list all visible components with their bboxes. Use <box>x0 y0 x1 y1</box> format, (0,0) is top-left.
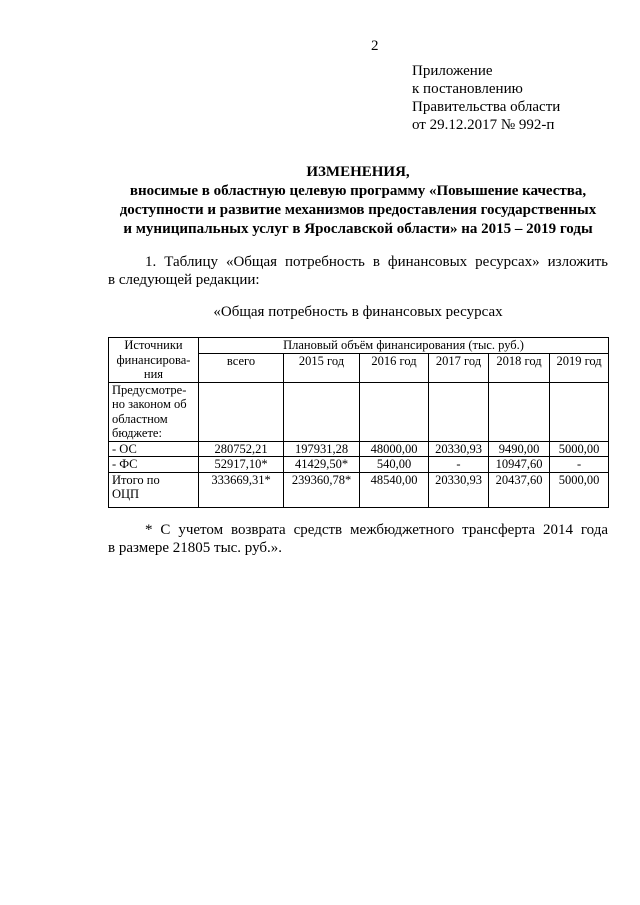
table-caption: «Общая потребность в финансовых ресурсах <box>213 304 503 320</box>
body-paragraph <box>108 253 608 289</box>
section-line: бюджете: <box>112 426 162 440</box>
table-col-header: 2018 год <box>489 353 550 382</box>
table-cell: 197931,28 <box>284 441 360 457</box>
table-col-header: всего <box>199 353 284 382</box>
table-cell: - <box>550 457 609 473</box>
table-row <box>109 457 609 473</box>
table-section-row <box>109 382 609 441</box>
row-label-line: - ФС <box>112 457 138 471</box>
table-cell: 41429,50* <box>284 457 360 473</box>
table-header-source <box>109 338 199 383</box>
table-cell: 280752,21 <box>199 441 284 457</box>
document-subtitle-line: и муниципальных услуг в Ярославской области» на 2015 – 2019 годы <box>123 221 593 237</box>
footnote-line: в размере 21805 тыс. руб.». <box>108 540 283 556</box>
table-cell: 333669,31* <box>199 472 284 507</box>
table-col-header: 2015 год <box>284 353 360 382</box>
footnote <box>108 521 608 557</box>
header-line: финансирова- <box>116 352 191 367</box>
document-subtitle-line: доступности и развитие механизмов предоставления государственных <box>119 202 597 218</box>
table-cell: 52917,10* <box>199 457 284 473</box>
row-label-line: Итого по <box>112 472 160 487</box>
row-label-line: - ОС <box>112 441 137 456</box>
table-header-plan: Плановый объём финансирования (тыс. руб.) <box>199 338 609 354</box>
table-cell-empty <box>429 382 489 441</box>
table-row-label <box>109 457 199 473</box>
appendix-line: Правительства области <box>412 99 561 115</box>
table-cell-empty <box>199 382 284 441</box>
section-line: Предусмотре- <box>112 382 187 397</box>
table-cell-empty <box>550 382 609 441</box>
header-line: Источники <box>124 338 183 352</box>
section-line: областном <box>112 411 168 426</box>
table-section-label <box>109 382 199 441</box>
table-row <box>109 441 609 457</box>
row-label-line: ОЦП <box>112 487 140 501</box>
section-line: но законом об <box>112 397 187 411</box>
appendix-line: от 29.12.2017 № 992-п <box>412 117 555 133</box>
table-cell: 20437,60 <box>489 472 550 507</box>
table-cell: 5000,00 <box>550 441 609 457</box>
appendix-line: к постановлению <box>412 81 523 97</box>
table-cell: 48000,00 <box>360 441 429 457</box>
table-cell: 540,00 <box>360 457 429 473</box>
page-number: 2 <box>371 38 379 54</box>
table-cell-empty <box>489 382 550 441</box>
paragraph-line: 1. Таблицу «Общая потребность в финансовых ресурсах» изложить <box>145 254 608 270</box>
table-row-label <box>109 472 199 507</box>
table-row-label <box>109 441 199 457</box>
document-subtitle-line: вносимые в областную целевую программу «Повышение качества, <box>129 183 587 199</box>
document-heading <box>108 163 608 239</box>
header-line: ния <box>143 367 164 381</box>
table-cell-empty <box>360 382 429 441</box>
table-cell: - <box>429 457 489 473</box>
table-cell: 5000,00 <box>550 472 609 507</box>
table-cell: 239360,78* <box>284 472 360 507</box>
paragraph-line: в следующей редакции: <box>108 272 260 288</box>
table-cell: 48540,00 <box>360 472 429 507</box>
table-col-header: 2016 год <box>360 353 429 382</box>
appendix-line: Приложение <box>412 63 493 79</box>
table-cell: 10947,60 <box>489 457 550 473</box>
table-cell-empty <box>284 382 360 441</box>
table-col-header: 2017 год <box>429 353 489 382</box>
table-row-total <box>109 472 609 507</box>
table-cell: 20330,93 <box>429 472 489 507</box>
table-col-header: 2019 год <box>550 353 609 382</box>
appendix-block <box>412 62 560 134</box>
table-cell: 9490,00 <box>489 441 550 457</box>
document-title: ИЗМЕНЕНИЯ, <box>306 164 410 180</box>
table-header-row <box>109 338 609 354</box>
financing-table <box>108 337 609 508</box>
table-cell: 20330,93 <box>429 441 489 457</box>
footnote-line: * С учетом возврата средств межбюджетного трансферта 2014 года <box>145 522 608 538</box>
